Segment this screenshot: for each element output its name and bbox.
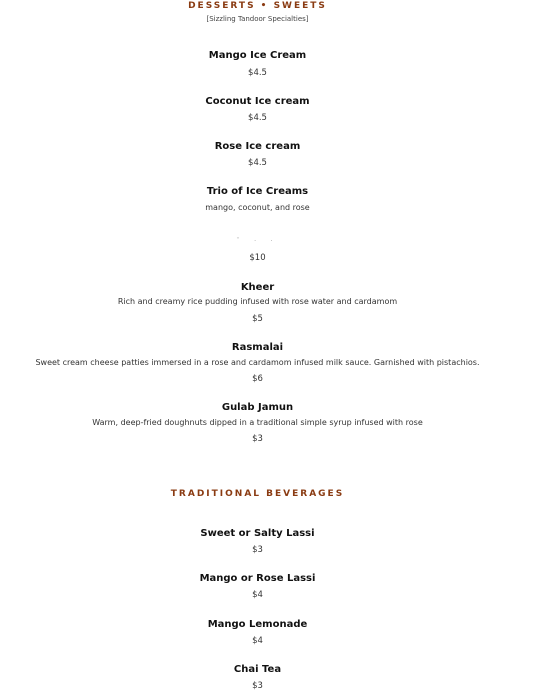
faint-ornament: ˇ · · (236, 237, 279, 245)
menu-item-name: Gulab Jamun (221, 402, 294, 413)
menu-item-name: Rose Ice cream (214, 141, 301, 152)
menu-item-name: Mango Ice Cream (208, 50, 307, 61)
menu-item-price: $6 (252, 374, 263, 384)
menu-item-name: Chai Tea (233, 664, 282, 675)
menu-item-name: Kheer (240, 282, 275, 293)
menu-item-description: Sweet cream cheese patties immersed in a rose and cardamom infused milk sauce. Garnished with pistachios. (35, 358, 480, 367)
menu-item-price: $10 (249, 253, 266, 263)
menu-item-price: $4.5 (248, 158, 267, 168)
section-title-beverages: TRADITIONAL BEVERAGES (170, 489, 345, 499)
menu-item-description: mango, coconut, and rose (205, 203, 310, 212)
menu-item-name: Trio of Ice Creams (206, 186, 309, 197)
menu-item-price: $4 (252, 590, 263, 600)
menu-item-price: $5 (252, 314, 263, 324)
menu-item-name: Mango or Rose Lassi (199, 573, 316, 584)
menu-item-price: $3 (252, 434, 263, 444)
menu-item-description: Rich and creamy rice pudding infused with rose water and cardamom (117, 297, 398, 306)
menu-item-price: $4.5 (248, 113, 267, 123)
menu-item-price: $4 (252, 636, 263, 646)
section-title-desserts: DESSERTS • SWEETS (188, 1, 327, 11)
section-subtitle-desserts: [Sizzling Tandoor Specialties] (206, 15, 309, 23)
menu-item-price: $3 (252, 681, 263, 691)
menu-item-name: Rasmalai (231, 342, 284, 353)
menu-item-name: Coconut Ice cream (205, 96, 310, 107)
menu-item-description: Warm, deep-fried doughnuts dipped in a traditional simple syrup infused with rose (92, 418, 423, 427)
menu-item-price: $3 (252, 545, 263, 555)
menu-item-name: Mango Lemonade (207, 619, 308, 630)
menu-item-price: $4.5 (248, 68, 267, 78)
menu-item-name: Sweet or Salty Lassi (200, 528, 315, 539)
